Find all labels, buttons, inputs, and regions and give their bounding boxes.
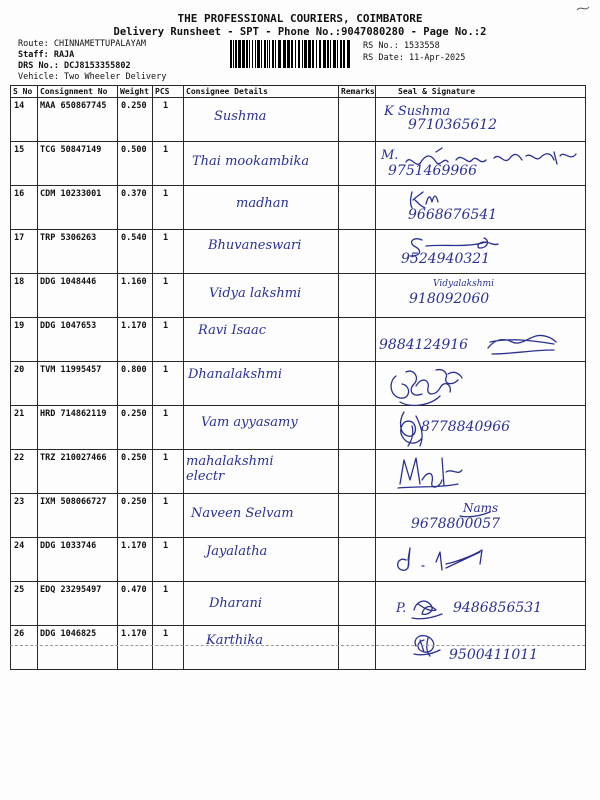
weight-cell <box>118 626 153 670</box>
consignee-cell <box>184 626 339 670</box>
weight-value: 0.250 <box>121 453 147 463</box>
weight-value: 1.170 <box>121 321 147 331</box>
weight-cell <box>118 318 153 362</box>
barcode-bar <box>340 40 342 68</box>
signature-stroke <box>398 548 482 570</box>
barcode-bar <box>283 40 286 68</box>
seal-signature-area <box>376 450 585 490</box>
barcode-bar <box>257 40 260 68</box>
table-row <box>11 582 586 626</box>
sno-cell <box>11 230 38 274</box>
table-row <box>11 98 586 142</box>
consignment-cell <box>38 626 118 670</box>
signature-name: P. <box>396 601 407 616</box>
consignee-area <box>184 98 338 138</box>
sno-value: 15 <box>14 145 25 155</box>
barcode-bar <box>252 40 253 68</box>
consignee-cell <box>184 98 339 142</box>
barcode-bar <box>235 40 237 68</box>
pcs-value: 1 <box>163 189 169 199</box>
consignment-value: TRZ 210027466 <box>40 453 107 463</box>
consignee-handwritten-name: Dharani <box>209 596 263 611</box>
seal-signature-cell <box>376 98 586 142</box>
consignee-area <box>184 626 338 666</box>
signature-name: Vidyalakshmi <box>433 279 494 289</box>
pcs-value: 1 <box>163 145 169 155</box>
barcode-bar <box>242 40 245 68</box>
bottom-rule <box>10 645 585 646</box>
pcs-cell <box>153 142 184 186</box>
barcode-bar <box>230 40 232 68</box>
barcode-bar <box>298 40 300 68</box>
barcode-bar <box>304 40 307 68</box>
consignment-cell <box>38 230 118 274</box>
consignee-area <box>184 450 338 490</box>
consignment-value: DDG 1046825 <box>40 629 97 639</box>
sno-cell <box>11 318 38 362</box>
seal-signature-area <box>376 494 585 534</box>
weight-value: 1.160 <box>121 277 147 287</box>
vehicle-text: Vehicle: Two Wheeler Delivery <box>18 72 167 82</box>
pcs-value: 1 <box>163 629 169 639</box>
barcode-bar <box>319 40 321 68</box>
weight-cell <box>118 494 153 538</box>
seal-signature-area <box>376 230 585 270</box>
remarks-cell <box>339 582 376 626</box>
remarks-cell <box>339 626 376 670</box>
consignee-area <box>184 582 338 622</box>
table-row <box>11 274 586 318</box>
signature-stroke <box>398 458 462 488</box>
weight-value: 0.500 <box>121 145 147 155</box>
pcs-cell <box>153 362 184 406</box>
seal-signature-area <box>376 362 585 402</box>
table-row <box>11 406 586 450</box>
consignment-cell <box>38 318 118 362</box>
signature-phone-number: 9678800057 <box>411 516 501 532</box>
barcode-bar <box>343 40 345 68</box>
remarks-cell <box>339 538 376 582</box>
table-header-row <box>11 86 586 98</box>
barcode-bar <box>278 40 281 68</box>
seal-signature-cell <box>376 538 586 582</box>
seal-signature-area <box>376 142 585 182</box>
consignee-cell <box>184 274 339 318</box>
sno-value: 19 <box>14 321 25 331</box>
consignee-area <box>184 494 338 534</box>
signature-name: M. <box>381 148 399 163</box>
consignment-cell <box>38 582 118 626</box>
signature-phone-number: 9668676541 <box>408 207 498 223</box>
signature-phone-number: 9884124916 <box>379 337 469 353</box>
weight-value: 0.250 <box>121 409 147 419</box>
weight-value: 1.170 <box>121 629 147 639</box>
consignee-cell <box>184 406 339 450</box>
consignee-cell <box>184 494 339 538</box>
consignee-handwritten-name: Karthika <box>206 633 264 648</box>
barcode-bar <box>308 40 311 68</box>
table-body <box>11 98 586 670</box>
pcs-value: 1 <box>163 233 169 243</box>
barcode-bar <box>264 40 266 68</box>
pcs-cell <box>153 626 184 670</box>
rs-date: RS Date: 11-Apr-2025 <box>363 53 466 63</box>
consignee-cell <box>184 362 339 406</box>
barcode-bar <box>330 40 331 68</box>
consignee-area <box>184 406 338 446</box>
table-row <box>11 494 586 538</box>
pcs-value: 1 <box>163 321 169 331</box>
signature-phone-number: 9524940321 <box>401 251 491 267</box>
sno-cell <box>11 406 38 450</box>
column-header-seal: Seal & Signature <box>376 86 586 98</box>
sno-cell <box>11 494 38 538</box>
consignment-cell <box>38 362 118 406</box>
remarks-cell <box>339 318 376 362</box>
seal-signature-area <box>376 538 585 578</box>
barcode-bar <box>272 40 274 68</box>
column-header-consignee: Consignee Details <box>184 86 339 98</box>
consignee-area <box>184 362 338 402</box>
pcs-value: 1 <box>163 497 169 507</box>
consignment-cell <box>38 142 118 186</box>
weight-value: 1.170 <box>121 541 147 551</box>
remarks-cell <box>339 494 376 538</box>
remarks-cell <box>339 450 376 494</box>
weight-cell <box>118 186 153 230</box>
seal-signature-area <box>376 186 585 226</box>
consignment-cell <box>38 98 118 142</box>
consignee-area <box>184 142 338 182</box>
pcs-cell <box>153 582 184 626</box>
signature-stroke <box>411 192 439 208</box>
sno-value: 16 <box>14 189 25 199</box>
table-row <box>11 186 586 230</box>
weight-value: 0.470 <box>121 585 147 595</box>
barcode-bar <box>233 40 234 68</box>
weight-cell <box>118 362 153 406</box>
consignment-value: TCG 50847149 <box>40 145 102 155</box>
seal-signature-area <box>376 318 585 358</box>
sno-cell <box>11 98 38 142</box>
consignment-value: DDG 1047653 <box>40 321 97 331</box>
signature-phone-number: 9486856531 <box>453 600 543 616</box>
drs-number: DRS No.: DCJ8153355802 <box>18 61 131 71</box>
consignee-handwritten-name: Vidya lakshmi <box>209 286 302 301</box>
sno-cell <box>11 538 38 582</box>
pcs-value: 1 <box>163 453 169 463</box>
sno-value: 14 <box>14 101 25 111</box>
pcs-cell <box>153 98 184 142</box>
barcode-bar <box>316 40 317 68</box>
signature-scribble <box>376 538 586 579</box>
sno-value: 26 <box>14 629 25 639</box>
sno-value: 23 <box>14 497 25 507</box>
remarks-cell <box>339 186 376 230</box>
consignment-value: TRP 5306263 <box>40 233 97 243</box>
pcs-cell <box>153 318 184 362</box>
weight-value: 0.540 <box>121 233 147 243</box>
sno-cell <box>11 450 38 494</box>
pcs-value: 1 <box>163 101 169 111</box>
consignment-cell <box>38 406 118 450</box>
barcode-bar <box>333 40 336 68</box>
sno-cell <box>11 274 38 318</box>
seal-signature-cell <box>376 582 586 626</box>
consignment-value: DDG 1033746 <box>40 541 97 551</box>
sno-value: 22 <box>14 453 25 463</box>
seal-signature-area <box>376 98 585 138</box>
consignment-value: TVM 11995457 <box>40 365 102 375</box>
consignee-handwritten-name: Jayalatha <box>206 544 268 559</box>
pcs-cell <box>153 406 184 450</box>
seal-signature-cell <box>376 142 586 186</box>
consignee-cell <box>184 318 339 362</box>
seal-signature-cell <box>376 450 586 494</box>
consignee-cell <box>184 186 339 230</box>
barcode-bar <box>255 40 256 68</box>
sno-value: 24 <box>14 541 25 551</box>
weight-value: 0.370 <box>121 189 147 199</box>
signature-stroke <box>488 335 556 354</box>
consignee-area <box>184 186 338 226</box>
seal-signature-cell <box>376 362 586 406</box>
consignment-value: CDM 10233001 <box>40 189 102 199</box>
seal-signature-cell <box>376 494 586 538</box>
seal-signature-cell <box>376 230 586 274</box>
pcs-cell <box>153 494 184 538</box>
weight-value: 0.800 <box>121 365 147 375</box>
staff-text: Staff: RAJA <box>18 50 75 60</box>
table-row <box>11 362 586 406</box>
consignee-handwritten-name: Bhuvaneswari <box>208 238 302 253</box>
consignment-value: HRD 714862119 <box>40 409 107 419</box>
pcs-value: 1 <box>163 541 169 551</box>
corner-pen-mark <box>574 2 594 16</box>
column-header-consignment: Consignment No <box>38 86 118 98</box>
barcode-bar <box>312 40 314 68</box>
consignee-area <box>184 538 338 578</box>
remarks-cell <box>339 362 376 406</box>
signature-stroke <box>401 412 423 446</box>
signature-phone-number: 918092060 <box>409 291 490 307</box>
pcs-cell <box>153 274 184 318</box>
signature-stroke <box>412 601 442 619</box>
remarks-cell <box>339 142 376 186</box>
barcode-bar <box>287 40 290 68</box>
sno-value: 21 <box>14 409 25 419</box>
table-row <box>11 142 586 186</box>
barcode-bar <box>238 40 241 68</box>
seal-signature-cell <box>376 186 586 230</box>
remarks-cell <box>339 230 376 274</box>
column-header-remarks: Remarks <box>339 86 376 98</box>
column-header-pcs: PCS <box>153 86 184 98</box>
pcs-cell <box>153 186 184 230</box>
barcode-bar <box>337 40 338 68</box>
barcode <box>230 40 350 68</box>
consignee-handwritten-name: madhan <box>236 196 289 211</box>
table-row <box>11 318 586 362</box>
consignee-handwritten-name: Dhanalakshmi <box>188 367 282 382</box>
consignee-handwritten-name: Thai mookambika <box>192 154 310 169</box>
column-header-weight: Weight <box>118 86 153 98</box>
signature-phone-number: 8778840966 <box>421 419 511 435</box>
consignment-cell <box>38 274 118 318</box>
sno-cell <box>11 186 38 230</box>
weight-cell <box>118 142 153 186</box>
sno-value: 17 <box>14 233 25 243</box>
table-row <box>11 626 586 670</box>
consignee-area <box>184 230 338 270</box>
sno-cell <box>11 362 38 406</box>
sno-value: 25 <box>14 585 25 595</box>
pcs-cell <box>153 230 184 274</box>
pcs-cell <box>153 538 184 582</box>
sno-value: 18 <box>14 277 25 287</box>
consignee-cell <box>184 142 339 186</box>
barcode-bar <box>269 40 270 68</box>
table-row <box>11 230 586 274</box>
consignment-cell <box>38 186 118 230</box>
consignment-value: EDQ 23295497 <box>40 585 102 595</box>
signature-phone-number: 9500411011 <box>449 647 539 663</box>
weight-cell <box>118 274 153 318</box>
sno-cell <box>11 582 38 626</box>
barcode-bar <box>327 40 329 68</box>
pcs-value: 1 <box>163 277 169 287</box>
signature-stroke <box>406 148 576 164</box>
sno-cell <box>11 626 38 670</box>
consignment-value: MAA 650867745 <box>40 101 107 111</box>
rs-number: RS No.: 1533558 <box>363 41 440 51</box>
barcode-bar <box>347 40 350 68</box>
weight-cell <box>118 406 153 450</box>
weight-value: 0.250 <box>121 497 147 507</box>
consignee-cell <box>184 450 339 494</box>
consignee-handwritten-name: Vam ayyasamy <box>201 415 298 430</box>
seal-signature-area <box>376 406 585 446</box>
consignee-cell <box>184 582 339 626</box>
sno-cell <box>11 142 38 186</box>
consignment-value: IXM 508066727 <box>40 497 107 507</box>
signature-phone-number: 9710365612 <box>408 117 498 133</box>
barcode-bar <box>249 40 250 68</box>
pcs-value: 1 <box>163 585 169 595</box>
seal-signature-area <box>376 582 585 622</box>
consignee-handwritten-name: Sushma <box>214 109 267 124</box>
remarks-cell <box>339 406 376 450</box>
remarks-cell <box>339 98 376 142</box>
table-row <box>11 538 586 582</box>
signature-name: K Sushma <box>384 104 451 119</box>
weight-value: 0.250 <box>121 101 147 111</box>
consignee-cell <box>184 538 339 582</box>
sno-value: 20 <box>14 365 25 375</box>
pcs-value: 1 <box>163 365 169 375</box>
consignment-value: DDG 1048446 <box>40 277 97 287</box>
barcode-bar <box>267 40 268 68</box>
consignee-area <box>184 318 338 358</box>
signature-phone-number: 9751469966 <box>388 163 478 179</box>
seal-signature-area <box>376 274 585 314</box>
signature-name: Nams <box>463 501 499 515</box>
seal-signature-cell <box>376 626 586 670</box>
barcode-bar <box>302 40 303 68</box>
weight-cell <box>118 98 153 142</box>
signature-scribble <box>376 362 586 403</box>
consignment-cell <box>38 494 118 538</box>
pcs-value: 1 <box>163 409 169 419</box>
weight-cell <box>118 538 153 582</box>
weight-cell <box>118 230 153 274</box>
runsheet-subtitle: Delivery Runsheet - SPT - Phone No.:9047080280 - Page No.:2 <box>113 26 487 38</box>
seal-signature-cell <box>376 406 586 450</box>
barcode-bar <box>261 40 262 68</box>
barcode-bar <box>246 40 248 68</box>
table-row <box>11 450 586 494</box>
consignee-handwritten-name: mahalakshmi electr <box>186 454 274 484</box>
consignee-area <box>184 274 338 314</box>
runsheet-info-right <box>363 40 465 64</box>
consignment-cell <box>38 450 118 494</box>
seal-signature-cell <box>376 274 586 318</box>
barcode-bar <box>291 40 293 68</box>
consignee-cell <box>184 230 339 274</box>
barcode-bar <box>323 40 326 68</box>
barcode-bar <box>295 40 296 68</box>
weight-cell <box>118 450 153 494</box>
weight-cell <box>118 582 153 626</box>
consignee-handwritten-name: Ravi Isaac <box>198 323 267 338</box>
runsheet-info-left <box>18 39 166 83</box>
barcode-bar <box>275 40 276 68</box>
company-title: THE PROFESSIONAL COURIERS, COIMBATORE <box>177 12 423 25</box>
route-text: Route: CHINNAMETTUPALAYAM <box>18 39 146 49</box>
pcs-cell <box>153 450 184 494</box>
consignment-cell <box>38 538 118 582</box>
signature-stroke <box>391 370 462 406</box>
seal-signature-cell <box>376 318 586 362</box>
signature-scribble <box>376 450 586 491</box>
remarks-cell <box>339 274 376 318</box>
column-header-sno: S No <box>11 86 38 98</box>
runsheet-table <box>10 85 586 670</box>
consignee-handwritten-name: Naveen Selvam <box>191 506 294 521</box>
seal-signature-area <box>376 626 585 666</box>
